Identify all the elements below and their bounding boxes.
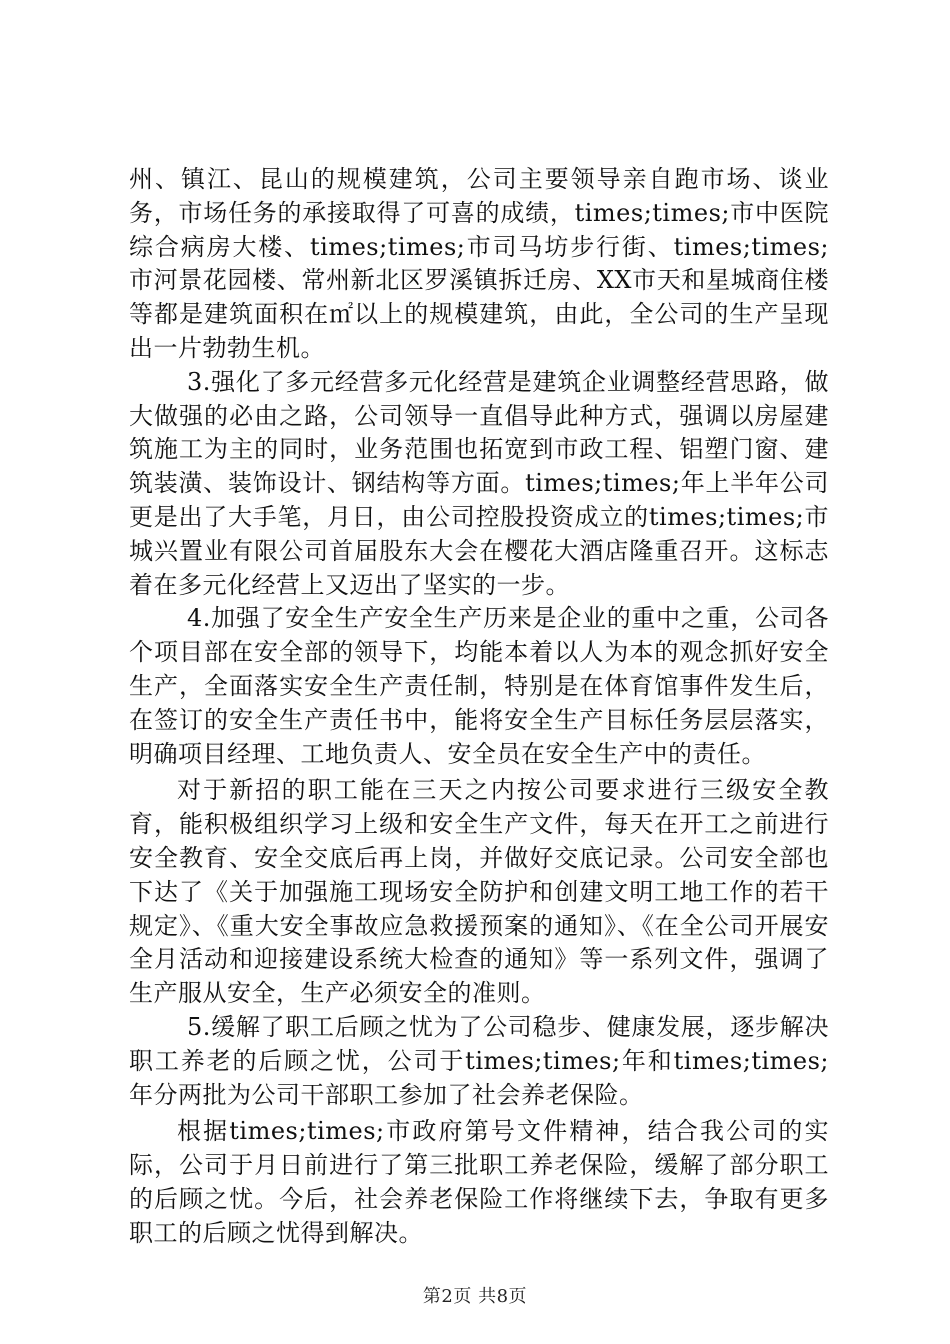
document-body (129, 163, 829, 1251)
paragraph-5: 5.缓解了职工后顾之忧为了公司稳步、健康发展，逐步解决职工养老的后顾之忧，公司于times;times;年和times;times;年分两批为公司干部职工参加了社会养老保险。 (129, 1012, 829, 1109)
paragraph-4: 对于新招的职工能在三天之内按公司要求进行三级安全教育，能积极组织学习上级和安全生产文件，每天在开工之前进行安全教育、安全交底后再上岗，并做好交底记录。公司安全部也下达了《关于加强施工现场安全防护和创建文明工地工作的若干规定》、《重大安全事故应急救援预案的通知》、《在全公司开展安全月活动和迎接建设系统大检查的通知》等一系列文件，强调了生产服从安全，生产必须安全的准则。 (129, 776, 829, 1008)
paragraph-6: 根据times;times;市政府第号文件精神，结合我公司的实际，公司于月日前进行了第三批职工养老保险，缓解了部分职工的后顾之忧。今后，社会养老保险工作将继续下去，争取有更多职工的后顾之忧得到解决。 (129, 1117, 829, 1247)
paragraph-3: 4.加强了安全生产安全生产历来是企业的重中之重，公司各个项目部在安全部的领导下，均能本着以人为本的观念抓好安全生产，全面落实安全生产责任制，特别是在体育馆事件发生后，在签订的安全生产责任书中，能将安全生产目标任务层层落实，明确项目经理、工地负责人、安全员在安全生产中的责任。 (129, 604, 829, 768)
page-footer: 第2页 共8页 (422, 1286, 528, 1307)
paragraph-2: 3.强化了多元经营多元化经营是建筑企业调整经营思路，做大做强的必由之路，公司领导一直倡导此种方式，强调以房屋建筑施工为主的同时，业务范围也拓宽到市政工程、铝塑门窗、建筑装潢、装饰设计、钢结构等方面。times;times;年上半年公司更是出了大手笔，月日，由公司控股投资成立的times;times;市城兴置业有限公司首届股东大会在樱花大酒店隆重召开。这标志着在多元化经营上又迈出了坚实的一步。 (129, 367, 829, 599)
paragraph-1: 州、镇江、昆山的规模建筑，公司主要领导亲自跑市场、谈业务，市场任务的承接取得了可喜的成绩，times;times;市中医院综合病房大楼、times;times;市司马坊步行街、times;times;市河景花园楼、常州新北区罗溪镇拆迁房、XX市天和星城商住楼等都是建筑面积在㎡以上的规模建筑，由此，全公司的生产呈现出一片勃勃生机。 (129, 165, 829, 362)
